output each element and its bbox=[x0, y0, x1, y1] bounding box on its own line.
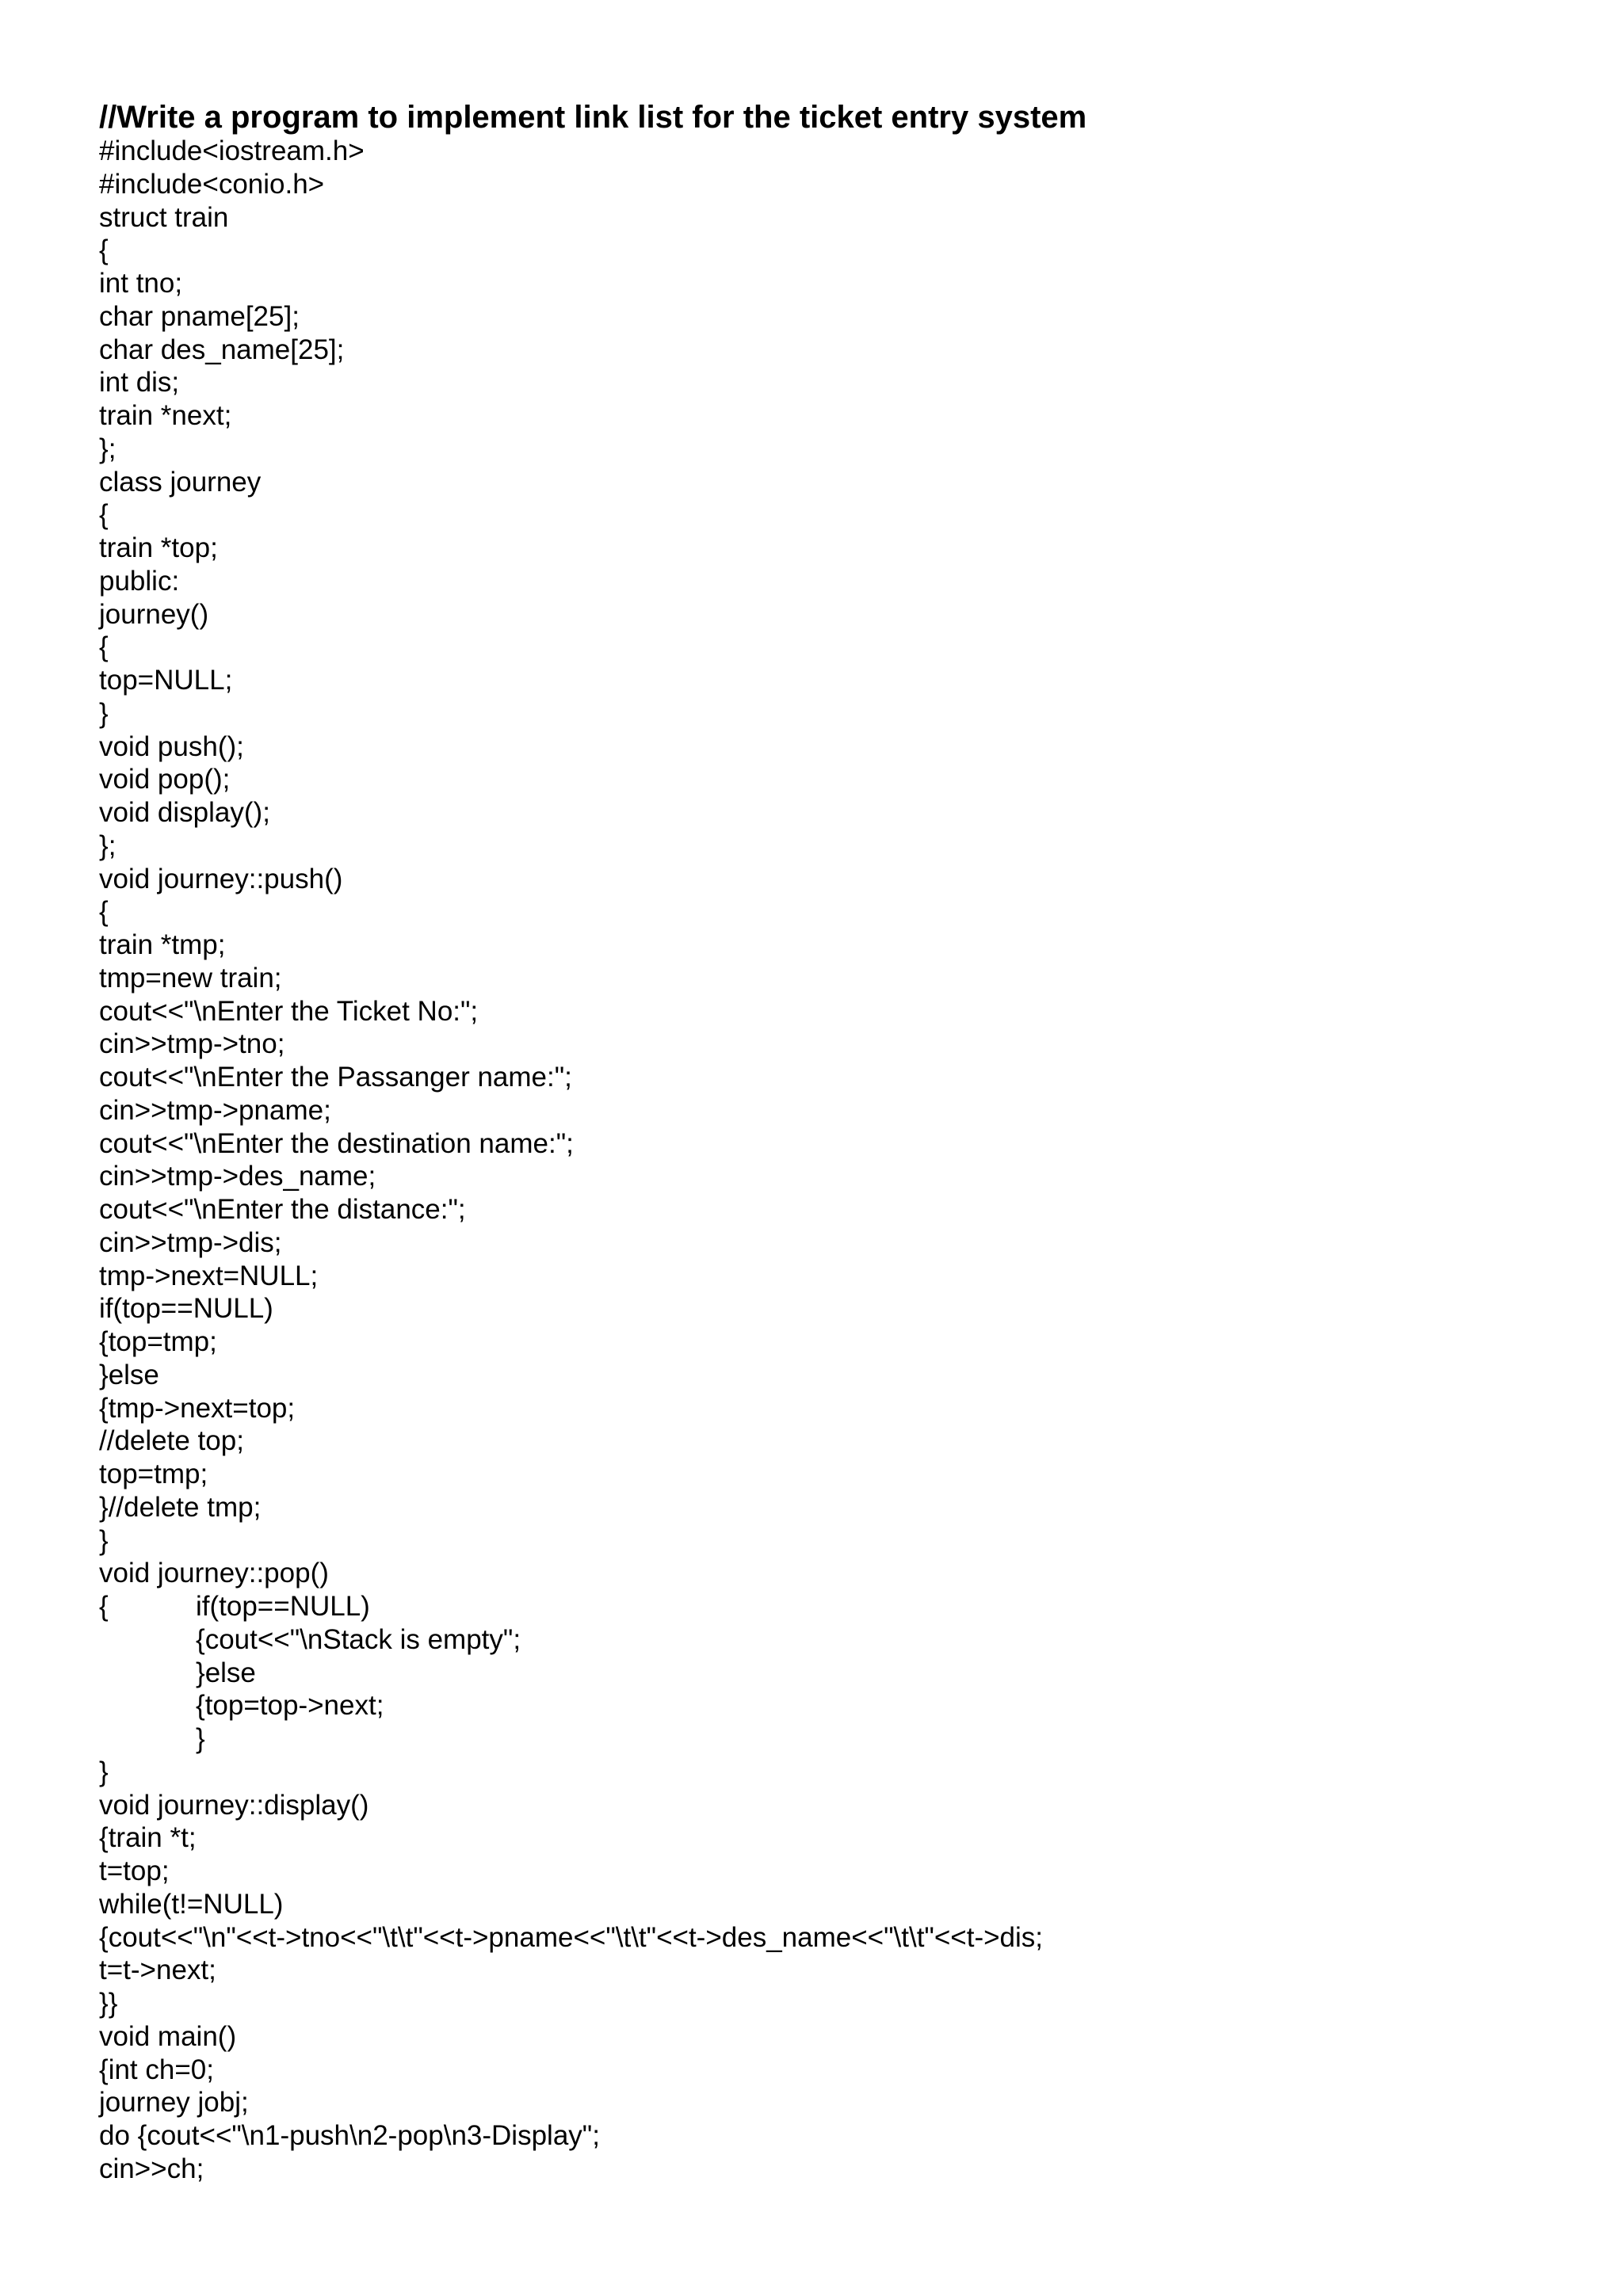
code-line-lead: { bbox=[99, 1591, 109, 1622]
code-line-text: int tno; bbox=[99, 268, 183, 299]
code-line-text: if(top==NULL) bbox=[196, 1591, 370, 1622]
code-line bbox=[99, 1127, 1043, 1161]
code-line bbox=[99, 1756, 1043, 1789]
code-line bbox=[99, 1623, 1043, 1657]
code-line-text: public: bbox=[99, 565, 180, 597]
code-line bbox=[99, 796, 1043, 830]
code-line-text: void pop(); bbox=[99, 764, 231, 795]
code-line-text: { bbox=[99, 499, 109, 531]
code-line bbox=[99, 1491, 1043, 1524]
code-line-text: }else bbox=[99, 1359, 159, 1390]
code-line bbox=[99, 1657, 1043, 1690]
code-line bbox=[99, 1226, 1043, 1260]
code-line-text: {top=tmp; bbox=[99, 1326, 217, 1357]
code-line-text: } bbox=[99, 697, 109, 729]
code-line bbox=[99, 962, 1043, 995]
code-line bbox=[99, 995, 1043, 1028]
code-line-text: char des_name[25]; bbox=[99, 334, 345, 365]
code-line bbox=[99, 1689, 1043, 1722]
code-line-text: char pname[25]; bbox=[99, 300, 300, 332]
code-line-text: train *tmp; bbox=[99, 929, 226, 960]
code-line-text: t=top; bbox=[99, 1855, 170, 1886]
code-line bbox=[99, 1524, 1043, 1558]
code-line-text: cout<<"\nEnter the destination name:"; bbox=[99, 1127, 574, 1159]
code-line-text: journey() bbox=[99, 598, 209, 630]
code-line-text: void main() bbox=[99, 2020, 237, 2052]
code-line-text: { bbox=[99, 235, 109, 266]
code-line-text: tmp=new train; bbox=[99, 962, 282, 994]
code-line bbox=[99, 2054, 1043, 2087]
code-line bbox=[99, 1458, 1043, 1491]
code-line-text: cout<<"\nEnter the Ticket No:"; bbox=[99, 995, 479, 1027]
code-line-text: #include<conio.h> bbox=[99, 168, 325, 200]
code-line-text: struct train bbox=[99, 201, 229, 233]
code-line-text: } bbox=[99, 1756, 109, 1787]
code-line-text: }//delete tmp; bbox=[99, 1491, 262, 1523]
code-line-text: train *top; bbox=[99, 532, 218, 563]
code-line bbox=[99, 532, 1043, 565]
code-line-text: }} bbox=[99, 1988, 118, 2019]
code-line-text: int dis; bbox=[99, 367, 180, 399]
code-line-text: top=NULL; bbox=[99, 665, 233, 696]
code-line-text: class journey bbox=[99, 466, 262, 498]
code-line bbox=[99, 1888, 1043, 1921]
code-line bbox=[99, 598, 1043, 631]
code-line bbox=[99, 135, 1043, 168]
code-line bbox=[99, 1094, 1043, 1127]
code-line bbox=[99, 1987, 1043, 2020]
code-line bbox=[99, 830, 1043, 863]
code-line bbox=[99, 201, 1043, 235]
code-line bbox=[99, 730, 1043, 764]
code-line-text: }else bbox=[196, 1657, 256, 1688]
code-line bbox=[99, 399, 1043, 433]
code-line bbox=[99, 433, 1043, 466]
code-line bbox=[99, 334, 1043, 367]
code-line-text: } bbox=[99, 1524, 109, 1556]
code-line-text: #include<iostream.h> bbox=[99, 135, 365, 166]
code-line-text: void display(); bbox=[99, 797, 270, 828]
code-line-text: { bbox=[99, 631, 109, 663]
code-line-text: t=t->next; bbox=[99, 1955, 216, 1986]
code-line bbox=[99, 267, 1043, 300]
code-line bbox=[99, 1789, 1043, 1822]
code-line bbox=[99, 863, 1043, 896]
code-line bbox=[99, 2119, 1043, 2153]
code-line-text: cin>>tmp->dis; bbox=[99, 1226, 282, 1258]
code-line-text: if(top==NULL) bbox=[99, 1293, 273, 1325]
code-line bbox=[99, 1557, 1043, 1590]
code-line bbox=[99, 2086, 1043, 2119]
code-line-text: cin>>ch; bbox=[99, 2153, 204, 2184]
code-line bbox=[99, 2020, 1043, 2054]
code-line bbox=[99, 1292, 1043, 1325]
code-line-text: void journey::pop() bbox=[99, 1558, 329, 1589]
code-line bbox=[99, 1855, 1043, 1888]
code-line bbox=[99, 1160, 1043, 1193]
code-line-text: cin>>tmp->des_name; bbox=[99, 1161, 376, 1192]
code-line bbox=[99, 1061, 1043, 1094]
code-line-text: void journey::push() bbox=[99, 863, 343, 894]
code-line-text: {cout<<"\n"<<t->tno<<"\t\t"<<t->pname<<"\t\t"<<t->des_name<<"\t\t"<<t->dis; bbox=[99, 1921, 1044, 1953]
code-line bbox=[99, 895, 1043, 929]
code-line-text: }; bbox=[99, 433, 116, 464]
code-line bbox=[99, 466, 1043, 499]
code-line bbox=[99, 168, 1043, 201]
code-line bbox=[99, 664, 1043, 697]
code-line-text: { bbox=[99, 896, 109, 928]
code-line bbox=[99, 1921, 1043, 1955]
code-line-text: {train *t; bbox=[99, 1822, 197, 1854]
code-line bbox=[99, 1392, 1043, 1425]
code-line-text: void push(); bbox=[99, 730, 244, 762]
code-line-text: void journey::display() bbox=[99, 1789, 369, 1821]
code-line bbox=[99, 697, 1043, 730]
code-line bbox=[99, 929, 1043, 962]
code-line-text: journey jobj; bbox=[99, 2087, 249, 2119]
code-line bbox=[99, 1425, 1043, 1458]
code-line-text: tmp->next=NULL; bbox=[99, 1260, 319, 1291]
code-line-text: {tmp->next=top; bbox=[99, 1392, 296, 1424]
code-line bbox=[99, 1325, 1043, 1359]
code-line bbox=[99, 1821, 1043, 1855]
code-line bbox=[99, 1954, 1043, 1987]
code-line-text: top=tmp; bbox=[99, 1459, 208, 1489]
code-line bbox=[99, 366, 1043, 399]
code-line bbox=[99, 1722, 1043, 1756]
code-line bbox=[99, 1193, 1043, 1226]
code-line bbox=[99, 565, 1043, 598]
code-line-text: //delete top; bbox=[99, 1425, 244, 1457]
code-line bbox=[99, 1028, 1043, 1061]
code-line-text: }; bbox=[99, 830, 116, 861]
code-line-text: cin>>tmp->tno; bbox=[99, 1028, 285, 1060]
code-listing bbox=[99, 135, 1043, 2186]
code-line-text: cout<<"\nEnter the Passanger name:"; bbox=[99, 1062, 572, 1093]
code-line-text: do {cout<<"\n1-push\n2-pop\n3-Display"; bbox=[99, 2120, 600, 2151]
code-line bbox=[99, 1590, 1043, 1623]
code-line-text: } bbox=[196, 1723, 205, 1754]
code-line-text: cout<<"\nEnter the distance:"; bbox=[99, 1194, 466, 1225]
code-line-text: train *next; bbox=[99, 400, 232, 431]
code-line-text: {top=top->next; bbox=[196, 1690, 384, 1722]
code-line bbox=[99, 631, 1043, 664]
code-line-text: cin>>tmp->pname; bbox=[99, 1094, 331, 1126]
code-line bbox=[99, 1260, 1043, 1293]
document-title: //Write a program to implement link list for the ticket entry system bbox=[99, 100, 1087, 135]
code-line bbox=[99, 763, 1043, 796]
code-line-text: {int ch=0; bbox=[99, 2054, 214, 2085]
code-line bbox=[99, 498, 1043, 532]
code-line-text: while(t!=NULL) bbox=[99, 1888, 284, 1920]
code-line bbox=[99, 1359, 1043, 1392]
code-line bbox=[99, 234, 1043, 267]
code-line bbox=[99, 300, 1043, 334]
code-line-text: {cout<<"\nStack is empty"; bbox=[196, 1623, 521, 1655]
code-line bbox=[99, 2153, 1043, 2186]
